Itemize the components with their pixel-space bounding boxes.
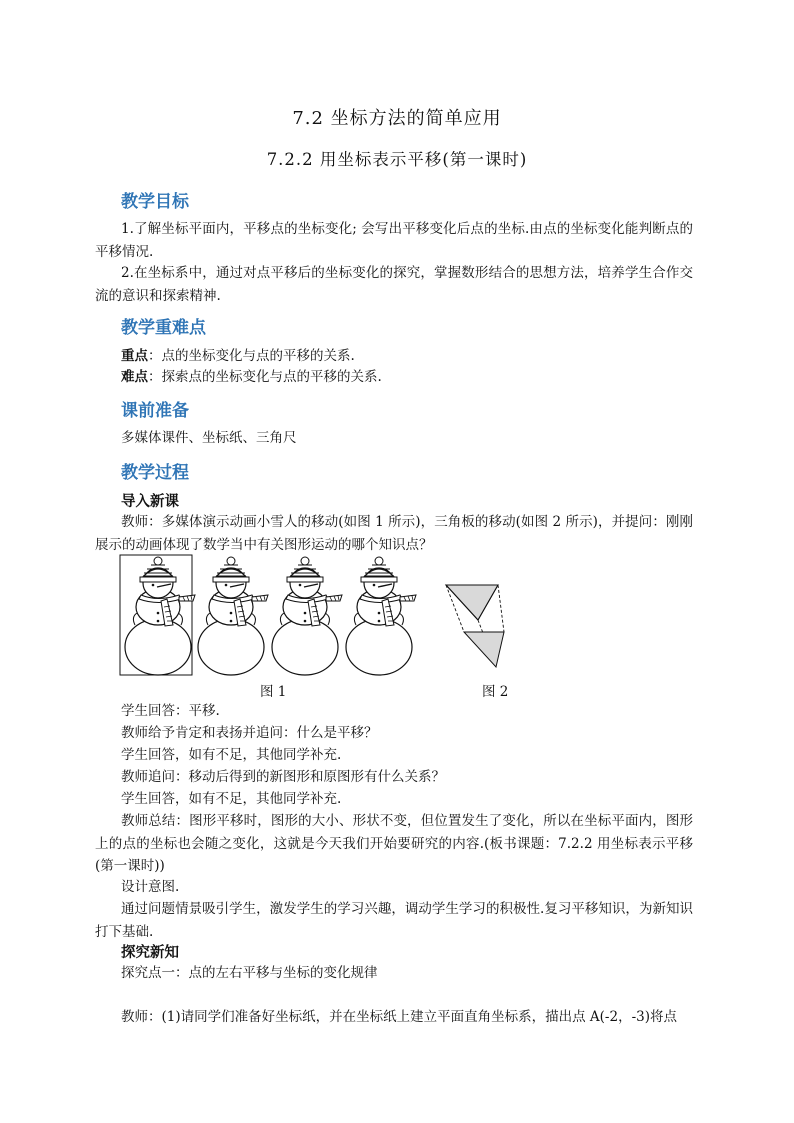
teacher-instruction: 教师：(1)请同学们准备好坐标纸，并在坐标纸上建立平面直角坐标系，描出点 A(-2，-3)将点 bbox=[121, 1009, 677, 1025]
student-answer-1: 学生回答：平移. bbox=[121, 703, 220, 719]
key-point-label: 重点 bbox=[121, 348, 148, 364]
preparation-text: 多媒体课件、坐标纸、三角尺 bbox=[121, 430, 297, 446]
intro-paragraph: 教师：多媒体演示动画小雪人的移动(如图 1 所示)，三角板的移动(如图 2 所示)，并提问：刚刚展示的动画体现了数学当中有关图形运动的哪个知识点？ bbox=[95, 514, 693, 553]
design-intent-text: 通过问题情景吸引学生，激发学生的学习兴趣，调动学生学习的积极性.复习平移知识，为新知识打下基础. bbox=[95, 901, 693, 940]
key-point-line bbox=[121, 345, 355, 367]
explore-heading: 探究新知 bbox=[121, 945, 179, 961]
student-answer-2: 学生回答，如有不足，其他同学补充. bbox=[121, 747, 342, 763]
student-answer-3: 学生回答，如有不足，其他同学补充. bbox=[121, 791, 342, 807]
goal-2-text: 2.在坐标系中，通过对点平移后的坐标变化的探究，掌握数形结合的思想方法，培养学生合作交流的意识和探索精神. bbox=[95, 265, 693, 304]
key-points-heading: 教学重难点 bbox=[121, 318, 206, 338]
difficult-point-text: ：探索点的坐标变化与点的平移的关系. bbox=[148, 369, 382, 385]
teacher-summary: 教师总结：图形平移时，图形的大小、形状不变，但位置发生了变化，所以在坐标平面内，图形上的点的坐标也会随之变化，这就是今天我们开始要研究的内容.(板书课题：7.2.2 用坐标表示平移(第一课时)) bbox=[95, 813, 693, 874]
lesson-title: 7.2 坐标方法的简单应用 bbox=[292, 108, 502, 129]
goals-heading: 教学目标 bbox=[121, 192, 189, 212]
figure-2-caption: 图 2 bbox=[482, 684, 509, 700]
difficult-point-label: 难点 bbox=[121, 369, 148, 385]
difficult-point-line bbox=[121, 366, 382, 388]
process-heading: 教学过程 bbox=[121, 463, 189, 483]
lesson-subtitle: 7.2.2 用坐标表示平移(第一课时) bbox=[266, 150, 528, 169]
teacher-followup-2: 教师追问：移动后得到的新图形和原图形有什么关系？ bbox=[121, 769, 445, 785]
goal-1-text: 1.了解坐标平面内，平移点的坐标变化; 会写出平移变化后点的坐标.由点的坐标变化能判断点的平移情况. bbox=[95, 221, 693, 260]
figure-1-caption: 图 1 bbox=[260, 684, 287, 700]
figure-1-snowmen bbox=[118, 553, 418, 678]
key-point-text: ：点的坐标变化与点的平移的关系. bbox=[148, 348, 355, 364]
teacher-followup-1: 教师给予肯定和表扬并追问：什么是平移？ bbox=[121, 725, 378, 741]
explore-point-1: 探究点一：点的左右平移与坐标的变化规律 bbox=[121, 965, 378, 981]
design-intent-label: 设计意图. bbox=[121, 879, 180, 895]
preparation-heading: 课前准备 bbox=[121, 401, 189, 421]
figure-2-triangles bbox=[440, 582, 510, 677]
intro-heading: 导入新课 bbox=[121, 494, 179, 510]
